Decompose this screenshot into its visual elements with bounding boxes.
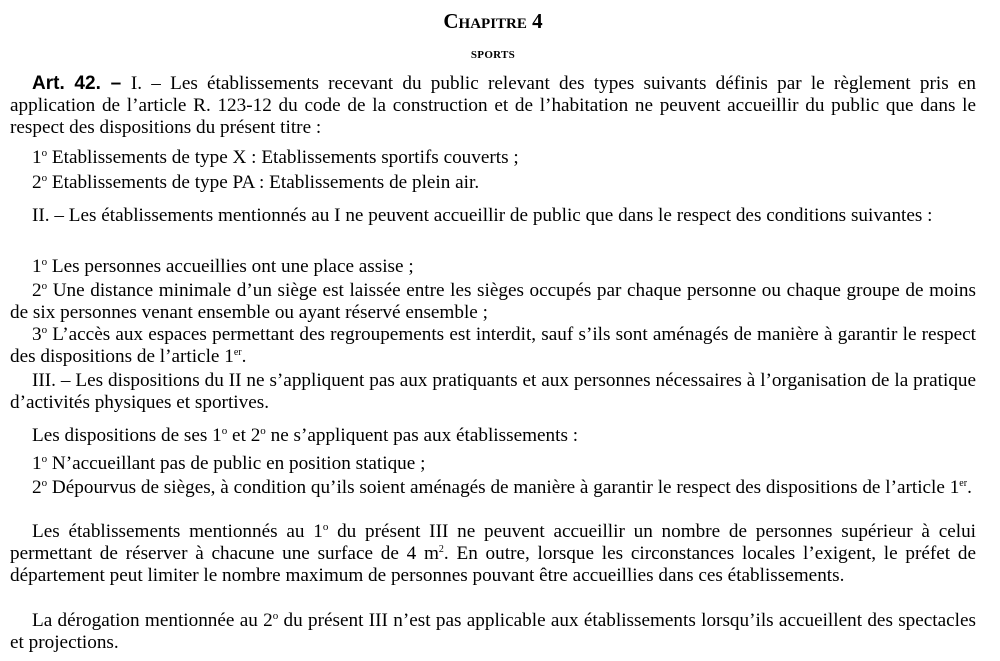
paragraph-capacity	[10, 521, 976, 587]
ordinal-mark: o	[41, 280, 48, 292]
item-number: 2	[32, 172, 42, 193]
paragraph-iii: III. – Les dispositions du II ne s’appliquent pas aux pratiquants et aux personnes nécessaires à l’organisation de la pratique d’activités physiques et sportives.	[10, 370, 976, 413]
item-text: Etablissements de type PA : Etablissements de plein air.	[47, 172, 480, 193]
section-title: sports	[470, 46, 516, 62]
item-number: 3	[32, 324, 42, 345]
item-text: Dépourvus de sièges, à condition qu’ils soient aménagés de manière à garantir le respect des dispositions de l’article 1	[47, 477, 960, 498]
paragraph-derogation	[10, 610, 976, 654]
chapter-word: Chapitre	[443, 9, 527, 33]
chapter-number: 4	[532, 9, 543, 33]
article-label: Art. 42.	[32, 73, 101, 94]
item-text-end: .	[967, 477, 972, 498]
item-number: 1	[32, 453, 42, 474]
item-text: Les personnes accueillies ont une place assise ;	[47, 256, 414, 277]
ordinal-mark: o	[272, 610, 279, 622]
paragraph-text: et 2	[227, 425, 261, 446]
ordinal-mark: o	[322, 521, 329, 533]
superscript: er	[233, 347, 242, 358]
ordinal-mark: o	[41, 324, 48, 336]
list-item	[10, 280, 976, 324]
item-number: 1	[32, 256, 42, 277]
paragraph-i-text: I. – Les établissements recevant du public relevant des types suivants définis par le règlement pris en application de l’article R. 123-12 du code de la construction et de l’habitation ne peuvent accueillir du public que dans le respect des dispositions du présent titre :	[10, 73, 976, 138]
paragraph-text: Les dispositions de ses 1	[32, 425, 222, 446]
paragraph-text: ne s’appliquent pas aux établissements :	[265, 425, 579, 446]
list-item	[10, 477, 976, 499]
paragraph-exceptions	[10, 425, 976, 447]
paragraph-text: La dérogation mentionnée au 2	[32, 610, 273, 631]
ordinal-mark: o	[41, 172, 48, 184]
paragraph-text: du présent III n’est pas applicable aux établissements lorsqu’ils accueillent des spectacles et projections.	[10, 610, 976, 653]
article-dash: –	[100, 73, 131, 94]
paragraph-ii: II. – Les établissements mentionnés au I ne peuvent accueillir de public que dans le respect des conditions suivantes :	[32, 205, 933, 226]
superscript: 2	[438, 544, 444, 555]
list-item	[10, 453, 976, 475]
item-text: Etablissements de type X : Etablissements sportifs couverts ;	[47, 147, 519, 168]
list-item	[10, 256, 976, 278]
list-item	[10, 172, 976, 194]
ordinal-mark: o	[41, 453, 48, 465]
ordinal-mark: o	[41, 256, 48, 268]
list-item	[10, 324, 976, 368]
ordinal-mark: o	[41, 147, 48, 159]
chapter-title	[10, 9, 976, 33]
item-text: N’accueillant pas de public en position statique ;	[47, 453, 426, 474]
item-number: 2	[32, 280, 42, 301]
paragraph-text: Les établissements mentionnés au 1	[32, 521, 323, 542]
list-item	[10, 147, 976, 169]
item-text-end: .	[241, 346, 247, 367]
ordinal-mark: o	[221, 425, 228, 437]
paragraph-text: . En outre, lorsque les circonstances locales l’exigent, le préfet de département peut limiter le nombre maximum de personnes pouvant être accueillies dans ces établissements.	[10, 543, 976, 586]
item-text: L’accès aux espaces permettant des regroupements est interdit, sauf s’ils sont aménagés de manière à garantir le respect des dispositions de l’article 1	[10, 324, 976, 367]
paragraph-i	[10, 73, 976, 139]
item-number: 2	[32, 477, 42, 498]
ordinal-mark: o	[260, 425, 266, 437]
superscript: er	[959, 478, 968, 489]
paragraph-text: du présent III ne peuvent accueillir un nombre de personnes supérieur à celui permettant de réserver à chacune une surface de 4 m	[10, 521, 976, 564]
item-number: 1	[32, 147, 42, 168]
item-text: Une distance minimale d’un siège est laissée entre les sièges occupés par chaque personne ou chaque groupe de moins de six personnes venant ensemble ou ayant réservé ensemble ;	[10, 280, 976, 323]
ordinal-mark: o	[41, 477, 48, 489]
